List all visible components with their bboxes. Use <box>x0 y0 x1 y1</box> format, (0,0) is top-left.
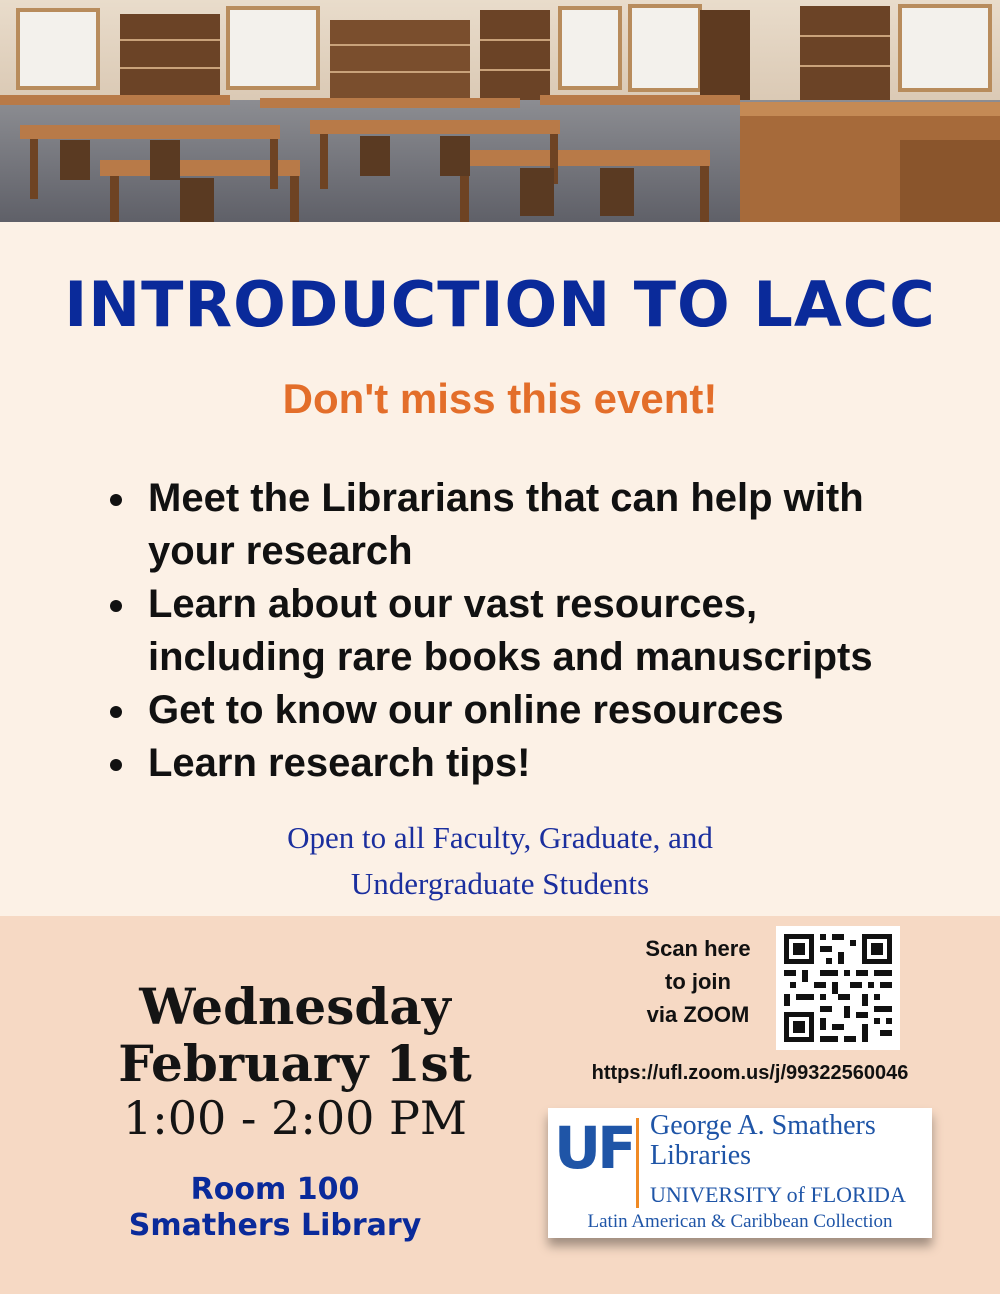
audience-line-2: Undergraduate Students <box>350 866 650 901</box>
zoom-instructions: Scan here to join via ZOOM <box>645 936 751 1027</box>
list-item: Learn research tips! <box>110 737 940 790</box>
list-item: Learn about our vast resources, including rare books and manuscripts <box>110 578 940 684</box>
zoom-qr-code[interactable] <box>776 926 900 1050</box>
library-reading-room-photo <box>0 0 1000 222</box>
event-building: Smathers Library <box>128 1208 422 1243</box>
event-time: 1:00 - 2:00 PM <box>122 1091 468 1145</box>
uf-mark: UF <box>554 1114 633 1182</box>
event-tagline: Don't miss this event! <box>282 375 718 422</box>
bullet-icon <box>110 494 122 506</box>
event-location <box>80 1172 470 1244</box>
bullet-icon <box>110 759 122 771</box>
page-title: INTRODUCTION TO LACC <box>64 268 936 341</box>
list-item: Meet the Librarians that can help with your research <box>110 472 940 578</box>
audience-note <box>0 815 1000 907</box>
bullet-icon <box>110 706 122 718</box>
logo-divider <box>636 1118 639 1208</box>
bullet-icon <box>110 600 122 612</box>
qr-code-icon <box>776 926 900 1050</box>
event-day: Wednesday <box>139 977 451 1036</box>
zoom-link[interactable]: https://ufl.zoom.us/j/99322560046 <box>591 1062 909 1084</box>
uf-libraries-logo: UF George A. Smathers Libraries UNIVERSITY of FLORIDA Latin American & Caribbean Collection <box>548 1108 932 1238</box>
list-item: Get to know our online resources <box>110 684 940 737</box>
event-datetime <box>60 978 530 1144</box>
event-room: Room 100 <box>190 1172 360 1207</box>
event-date: February 1st <box>118 1034 472 1093</box>
audience-line-1: Open to all Faculty, Graduate, and <box>287 820 713 855</box>
benefits-list <box>110 472 940 790</box>
